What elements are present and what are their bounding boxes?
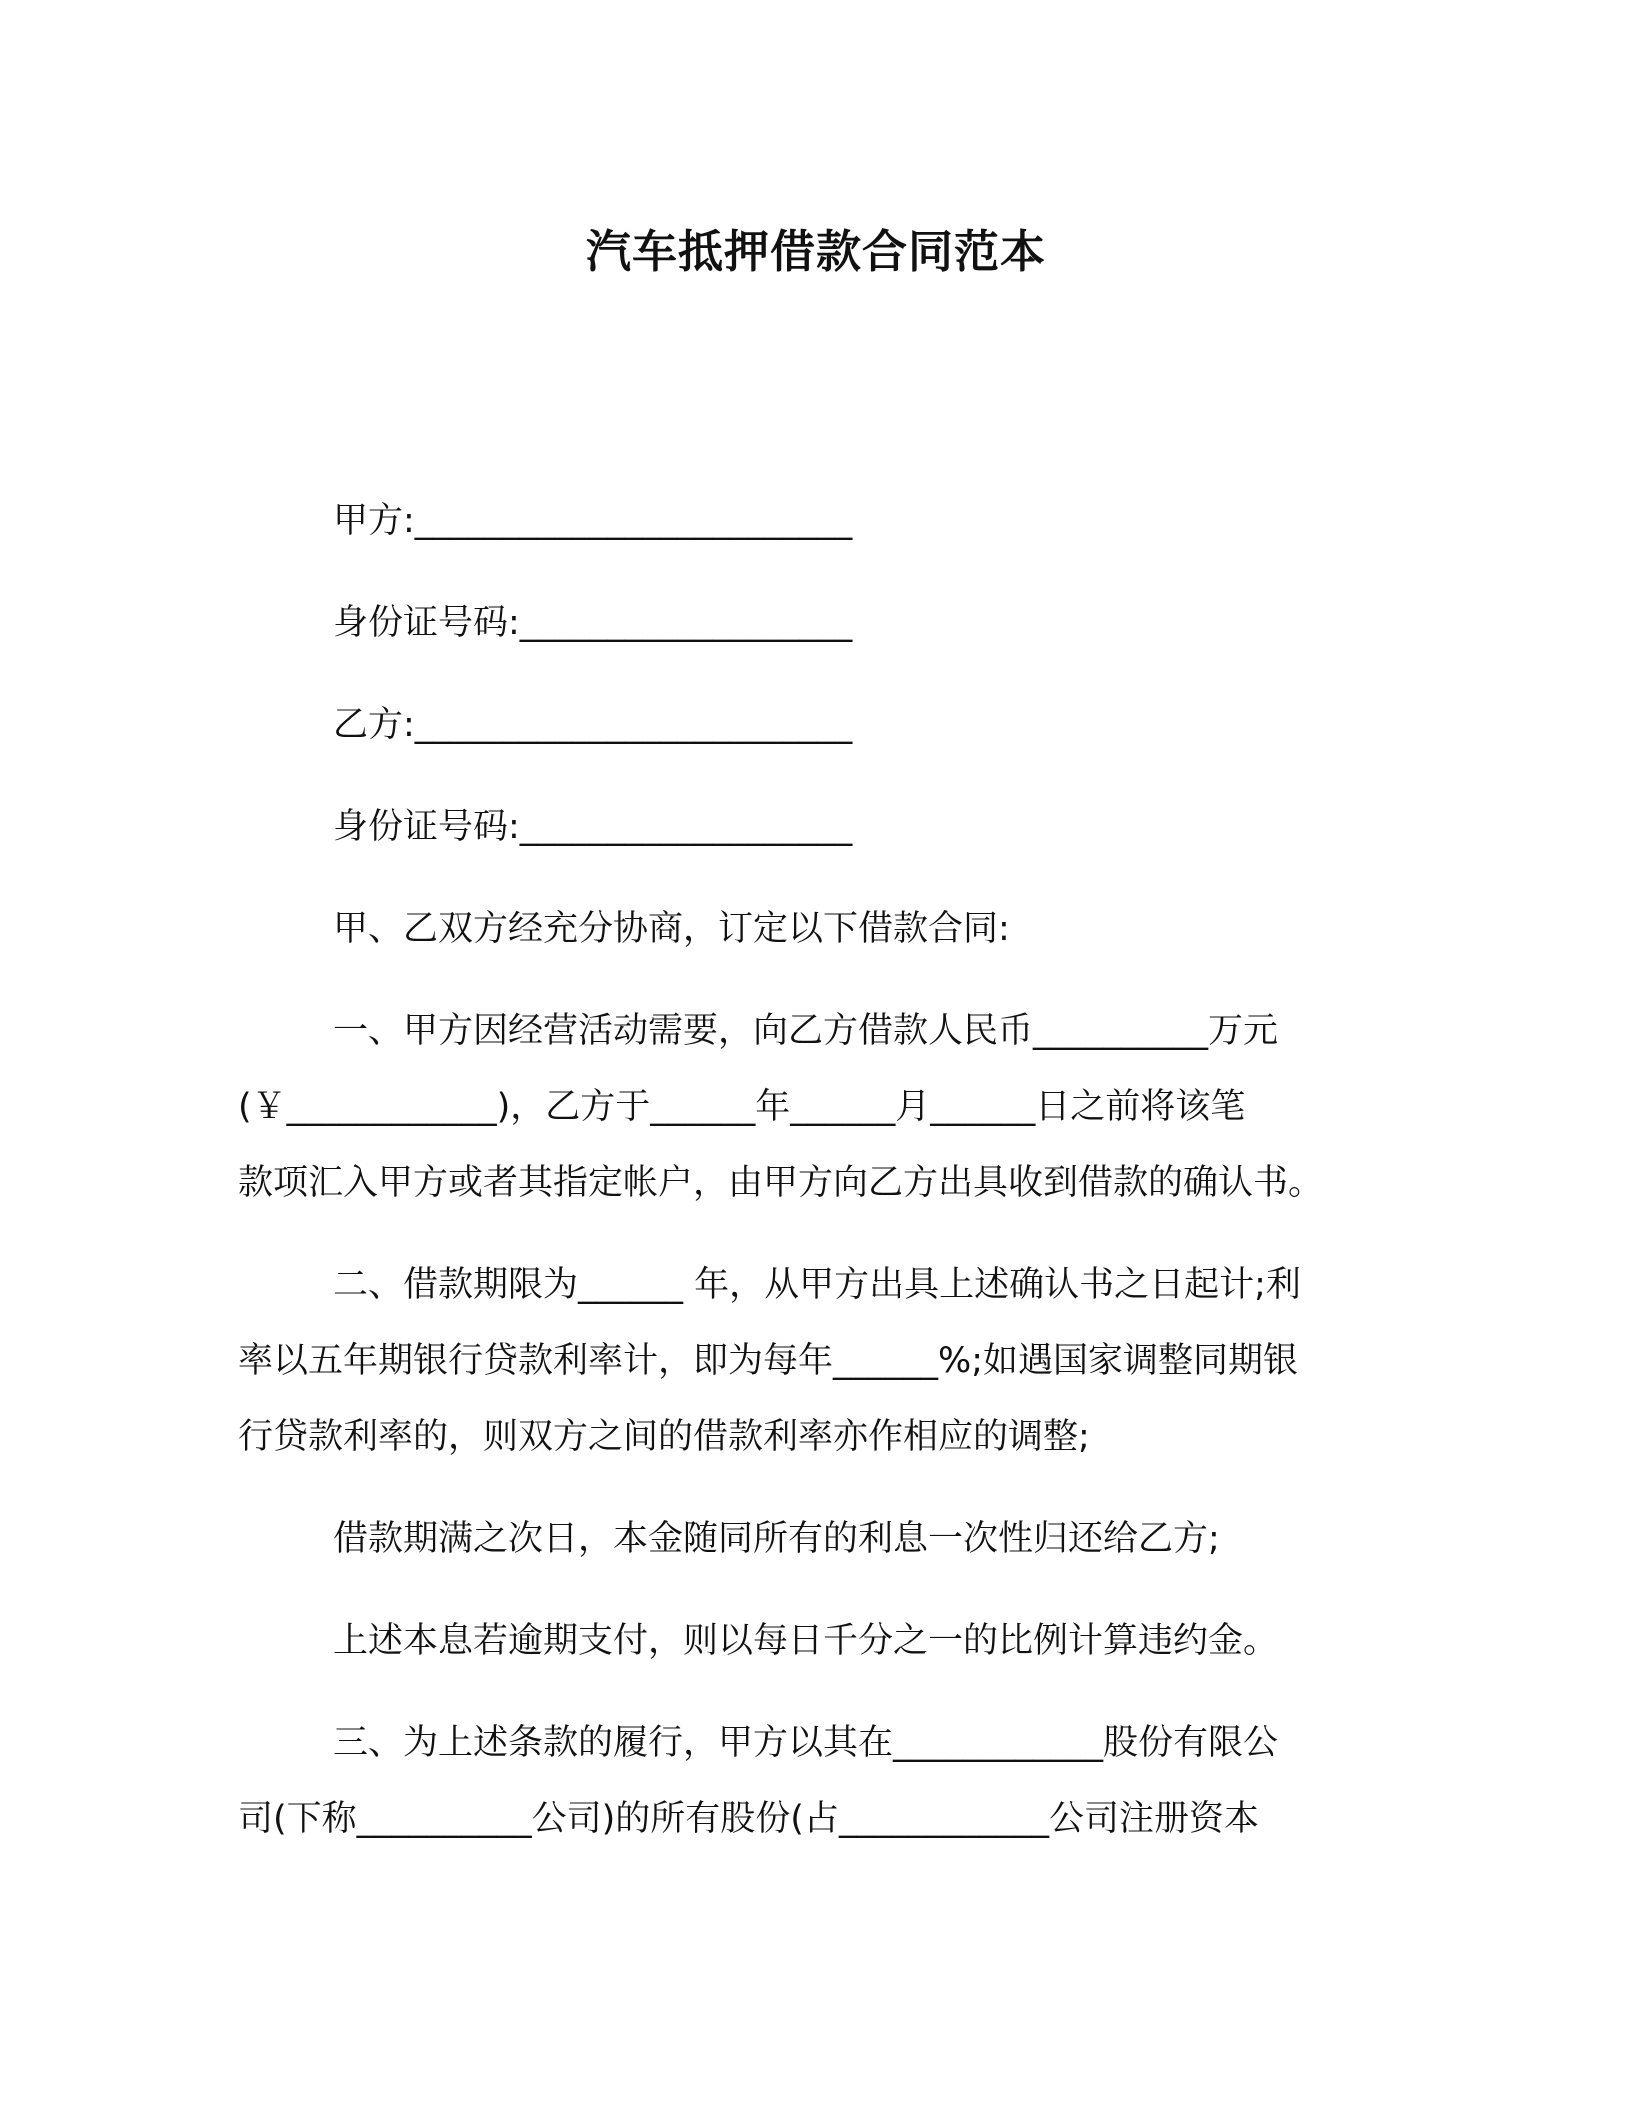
document-title: 汽车抵押借款合同范本 (585, 225, 1046, 278)
clause-1-line-2: (￥____________)，乙方于______年______月______日之前将该笔 (238, 1087, 1246, 1127)
clause-1-line-1: 一、甲方因经营活动需要，向乙方借款人民币__________万元 (333, 1011, 1279, 1051)
party-b-id-field: 身份证号码:___________________ (333, 807, 853, 847)
clause-2-line-1: 二、借款期限为______ 年，从甲方出具上述确认书之日起计;利 (333, 1265, 1301, 1305)
intro-paragraph: 甲、乙双方经充分协商，订定以下借款合同: (333, 909, 1010, 949)
repayment-paragraph: 借款期满之次日，本金随同所有的利息一次性归还给乙方; (333, 1519, 1220, 1559)
clause-2-line-3: 行贷款利率的，则双方之间的借款利率亦作相应的调整; (238, 1417, 1090, 1457)
clause-3-line-1: 三、为上述条款的履行，甲方以其在____________股份有限公 (333, 1723, 1279, 1763)
clause-3-line-2: 司(下称__________公司)的所有股份(占____________公司注册资本 (238, 1799, 1259, 1839)
party-a-id-field: 身份证号码:___________________ (333, 603, 853, 643)
clause-1-line-3: 款项汇入甲方或者其指定帐户，由甲方向乙方出具收到借款的确认书。 (238, 1163, 1324, 1203)
penalty-paragraph: 上述本息若逾期支付，则以每日千分之一的比例计算违约金。 (333, 1621, 1279, 1661)
party-a-field: 甲方:_________________________ (333, 501, 853, 541)
clause-2-line-2: 率以五年期银行贷款利率计，即为每年______%;如遇国家调整同期银 (238, 1341, 1299, 1381)
party-b-field: 乙方:_________________________ (333, 705, 853, 745)
